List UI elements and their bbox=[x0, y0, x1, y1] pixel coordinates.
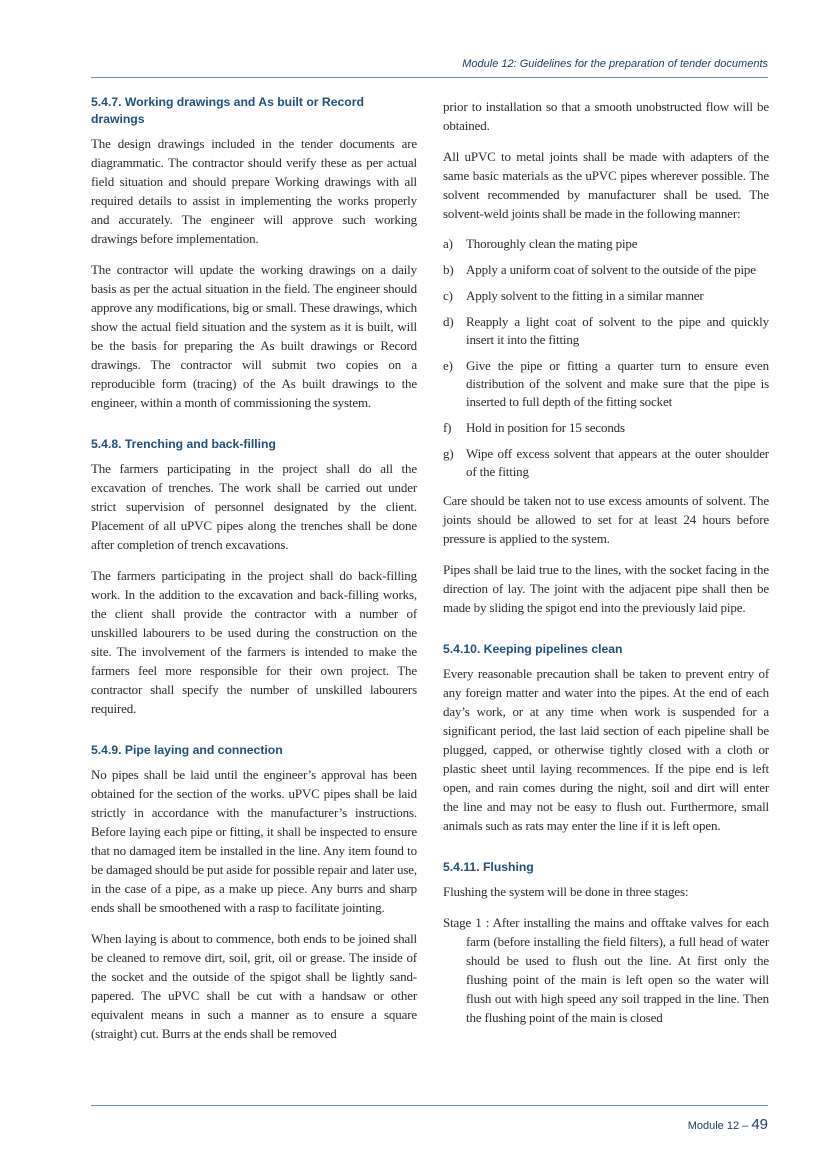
page-number: 49 bbox=[751, 1116, 768, 1133]
footer-module-label: Module 12 – bbox=[687, 1120, 752, 1132]
flushing-stage-1: Stage 1 : After installing the mains and offtake valves for each farm (before installing the field filters), a full head of water should be used to flush out the line. At first only the flushing point of the main is left open so the water will flush out with high speed any soil trapped in the line. Then the flushing point of the main is closed bbox=[443, 915, 769, 1025]
list-item: f) Hold in position for 15 seconds bbox=[443, 420, 625, 435]
paragraph: The design drawings included in the tender documents are diagrammatic. The contractor should verify these as per actual field situation and should prepare Working drawings with all required details to assist in implementing the works properly and accurately. The engineer will approve such working drawings before implementation. bbox=[91, 136, 417, 246]
paragraph: Pipes shall be laid true to the lines, with the socket facing in the direction of lay. The joint with the adjacent pipe shall then be made by sliding the spigot end into the previously laid pipe. bbox=[443, 562, 769, 615]
left-column bbox=[91, 94, 417, 1055]
section-heading-5-4-8: 5.4.8. Trenching and back-filling bbox=[91, 437, 276, 451]
footer-rule bbox=[91, 1105, 768, 1106]
right-column bbox=[443, 97, 769, 1027]
header-rule bbox=[91, 77, 768, 78]
list-item: c) Apply solvent to the fitting in a similar manner bbox=[443, 288, 704, 303]
page-footer bbox=[688, 1116, 768, 1133]
section-heading-5-4-9: 5.4.9. Pipe laying and connection bbox=[91, 743, 283, 757]
list-item: b) Apply a uniform coat of solvent to the outside of the pipe bbox=[443, 262, 756, 277]
paragraph: The farmers participating in the project shall do back-filling work. In the addition to the excavation and back-filling works, the client shall provide the contractor with a number of unskilled labourers to be used during the construction on the site. The involvement of the farmers is intended to make the farmers feel more responsible for their own project. The contractor shall specify the number of unskilled labourers required. bbox=[91, 568, 417, 716]
list-item: g) Wipe off excess solvent that appears at the outer shoulder of the fitting bbox=[443, 446, 769, 479]
list-item: d) Reapply a light coat of solvent to the pipe and quickly insert it into the fitting bbox=[443, 314, 769, 347]
paragraph: Care should be taken not to use excess amounts of solvent. The joints should be allowed to set for at least 24 hours before pressure is applied to the system. bbox=[443, 493, 769, 546]
paragraph: All uPVC to metal joints shall be made with adapters of the same basic materials as the uPVC pipes wherever possible. The solvent recommended by manufacturer shall be used. The solvent-weld joints shall be made in the following manner: bbox=[443, 149, 769, 221]
running-header: Module 12: Guidelines for the preparation of tender documents bbox=[462, 58, 768, 70]
paragraph: No pipes shall be laid until the engineer’s approval has been obtained for the section of the works. uPVC pipes shall be laid strictly in accordance with the manufacturer’s instructions. Before laying each pipe or fitting, it shall be inspected to ensure that no damaged item be installed in the line. Any item found to be damaged should be put aside for possible repair and later use, in the case of a pipe, as a make up piece. Any burrs and sharp ends shall be smoothened with a rasp to facilitate jointing. bbox=[91, 767, 417, 915]
paragraph: Every reasonable precaution shall be taken to prevent entry of any foreign matter and water into the pipes. At the end of each day’s work, or at any time when work is suspended for a significant period, the last laid section of each pipeline shall be plugged, capped, or otherwise tightly closed with a cloth or plastic sheet until laying recommences. If the pipe end is left open, and rain comes during the night, soil and dirt will enter the line and may not be easy to flush out. Furthermore, small animals such as rats may enter the line if it is left open. bbox=[443, 666, 769, 833]
section-heading-5-4-11: 5.4.11. Flushing bbox=[443, 860, 534, 874]
section-heading-5-4-7: 5.4.7. Working drawings and As built or Record drawings bbox=[91, 95, 364, 126]
solvent-weld-steps bbox=[443, 235, 769, 481]
paragraph: The contractor will update the working drawings on a daily basis as per the actual situation in the field. The engineer should approve any modifications, big or small. These drawings, which show the actual field situation and the system as it is built, will be the basis for preparing the As built drawings or Record drawings. The contractor will submit two copies on a reproducible form (tracing) of the As built drawings to the engineer, within a month of commissioning the system. bbox=[91, 262, 417, 410]
list-item: e) Give the pipe or fitting a quarter turn to ensure even distribution of the solvent and make sure that the pipe is inserted to full depth of the fitting socket bbox=[443, 358, 769, 409]
section-heading-5-4-10: 5.4.10. Keeping pipelines clean bbox=[443, 642, 623, 656]
paragraph: The farmers participating in the project shall do all the excavation of trenches. The work shall be carried out under strict supervision of personnel designated by the client. Placement of all uPVC pipes along the trenches shall be done after completion of trench excavations. bbox=[91, 461, 417, 552]
list-item: a) Thoroughly clean the mating pipe bbox=[443, 236, 638, 251]
paragraph: Flushing the system will be done in three stages: bbox=[443, 884, 689, 899]
paragraph: When laying is about to commence, both ends to be joined shall be cleaned to remove dirt, soil, grit, oil or grease. The inside of the socket and the outside of the spigot shall be lightly sand-papered. The uPVC shall be cut with a handsaw or other equivalent means in such a manner as to ensure a square (straight) cut. Burrs at the ends shall be removed bbox=[91, 931, 417, 1041]
paragraph: prior to installation so that a smooth unobstructed flow will be obtained. bbox=[443, 99, 769, 133]
